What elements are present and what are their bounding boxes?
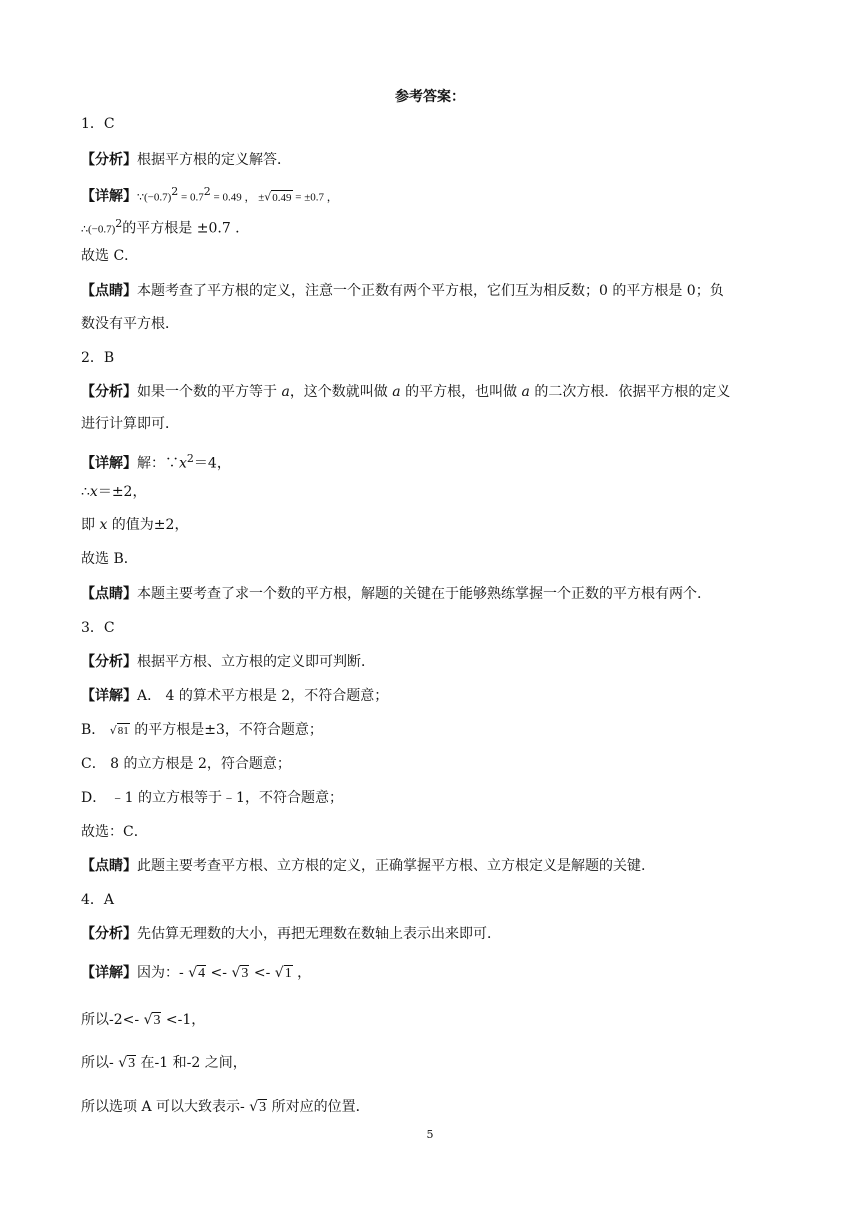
comment-tag: 【点睛】	[81, 586, 137, 602]
q2-detail	[81, 449, 231, 474]
analysis-tag: 【分析】	[81, 654, 137, 670]
q3-option-c: C． 8 的立方根是 2，符合题意；	[81, 756, 291, 772]
analysis-tag: 【分析】	[81, 384, 137, 400]
q1-answer: 1．C	[81, 116, 115, 132]
q3-option-b: B． √81 的平方根是±3，不符合题意；	[81, 722, 323, 738]
q2-line3-b: 的值为±2，	[107, 517, 189, 533]
analysis-tag: 【分析】	[81, 152, 137, 168]
q4-analysis-text: 先估算无理数的大小，再把无理数在数轴上表示出来即可．	[137, 926, 501, 942]
q3-conclusion: 故选：C．	[81, 824, 148, 840]
q4-detail-line4: 所以选项 A 可以大致表示- √3 所对应的位置．	[81, 1099, 370, 1115]
q4-line4-a: 所以选项 A 可以大致表示-	[81, 1099, 250, 1115]
q4-line3-b: 在-1 和-2 之间，	[136, 1055, 247, 1071]
q2-analysis-1b: ，这个数就叫做	[289, 384, 393, 400]
detail-tag: 【详解】	[81, 688, 137, 704]
q2-detail-line2	[81, 482, 146, 502]
q1-line2-b: 的平方根是 ±0.7 .	[122, 220, 240, 237]
q4-detail-c: <-	[249, 965, 275, 981]
q4-detail-b: <-	[206, 965, 232, 981]
q1-detail-b: = 0.7	[178, 191, 204, 204]
q1-detail-radicand: 0.49	[272, 191, 292, 204]
q4-line3-a: 所以-	[81, 1055, 119, 1071]
q2-line3-a: 即	[81, 517, 100, 533]
q4-line4-b: 所对应的位置．	[267, 1099, 370, 1115]
q1-comment-cont: 数没有平方根．	[81, 316, 179, 332]
q1-comment	[81, 281, 724, 301]
q3-opt-b-label: B．	[81, 722, 110, 738]
q1-detail-c: = 0.49 ， ±	[210, 191, 265, 204]
q1-detail: 【详解】$\because(-0.7)^2 = 0.7^2 = 0.49$ ， ±√0.49 = ±0.7 ，	[81, 185, 338, 205]
page-number: 5	[426, 1128, 434, 1141]
q4-detail-line2: 所以-2<- √3 <-1，	[81, 1012, 206, 1028]
q4-rad-3: 3	[259, 1100, 267, 1115]
q3-comment-text: 此题主要考查平方根、立方根的定义，正确掌握平方根、立方根定义是解题的关键.	[137, 858, 646, 874]
q2-exp: 2	[186, 452, 194, 465]
q4-line2-a: 所以-2<-	[81, 1012, 144, 1028]
q2-analysis-cont: 进行计算即可．	[81, 416, 179, 432]
q2-analysis-1c: 的平方根，也叫做	[400, 384, 522, 400]
page-title: 参考答案：	[395, 89, 465, 105]
var-a: a	[521, 384, 530, 400]
q4-analysis	[81, 924, 501, 944]
q1-detail-a-exp: 2	[171, 185, 179, 198]
q2-detail-line3	[81, 515, 188, 535]
q1-line2-exp: 2	[115, 217, 123, 230]
detail-tag: 【详解】	[81, 188, 137, 205]
detail-tag: 【详解】	[81, 455, 137, 472]
q3-option-a: A． 4 的算术平方根是 2，不符合题意；	[137, 688, 389, 704]
detail-tag: 【详解】	[81, 965, 137, 981]
q2-analysis-1a: 如果一个数的平方等于	[137, 384, 282, 400]
var-x: x	[89, 484, 98, 500]
var-a: a	[281, 384, 290, 400]
q3-detail	[81, 686, 388, 706]
q1-analysis-text: 根据平方根的定义解答．	[137, 152, 291, 168]
comment-tag: 【点睛】	[81, 283, 137, 299]
q3-opt-b-text: 的平方根是±3，不符合题意；	[129, 722, 323, 738]
q3-analysis	[81, 652, 375, 672]
q1-detail-d: = ±0.7 ，	[292, 191, 338, 204]
q3-comment	[81, 856, 645, 876]
q1-detail-line2	[81, 214, 240, 240]
q4-line2-b: <-1，	[161, 1012, 206, 1028]
q1-analysis	[81, 150, 291, 170]
analysis-tag: 【分析】	[81, 926, 137, 942]
q2-line2-b: ＝±2，	[97, 484, 147, 500]
q2-analysis-1d: 的二次方根．依据平方根的定义	[529, 384, 731, 400]
q1-conclusion: 故选 C．	[81, 248, 139, 264]
q2-comment-text: 本题主要考查了求一个数的平方根，解题的关键在于能够熟练掌握一个正数的平方根有两个.	[137, 586, 702, 602]
q4-rad-4: 4	[198, 966, 206, 981]
q1-detail-b-exp: 2	[203, 185, 211, 198]
q4-answer: 4．A	[81, 892, 115, 908]
q4-detail-a: 因为：-	[137, 965, 189, 981]
q4-rad-3: 3	[128, 1056, 136, 1071]
q2-comment	[81, 584, 701, 604]
q3-opt-b-radicand: 81	[117, 725, 129, 737]
q2-analysis	[81, 382, 730, 402]
q2-answer: 2．B	[81, 350, 115, 366]
q1-comment-text: 本题考查了平方根的定义，注意一个正数有两个平方根，它们互为相反数；0 的平方根是 0；负	[137, 283, 724, 299]
q2-detail-b: ＝4，	[193, 455, 231, 472]
comment-tag: 【点睛】	[81, 858, 137, 874]
q2-detail-a: 解：∵	[137, 455, 179, 472]
q4-detail: 【详解】因为：- √4 <- √3 <- √1 ，	[81, 965, 312, 981]
q4-rad-3: 3	[241, 966, 249, 981]
q4-detail-line3: 所以- √3 在-1 和-2 之间，	[81, 1055, 247, 1071]
q4-detail-d: ，	[292, 965, 312, 981]
var-x: x	[99, 517, 108, 533]
q3-analysis-text: 根据平方根、立方根的定义即可判断．	[137, 654, 375, 670]
q4-rad-3: 3	[153, 1013, 161, 1028]
q3-option-d: D． ﹣1 的立方根等于﹣1，不符合题意；	[81, 790, 343, 806]
q2-line2-a: ∴	[81, 484, 90, 500]
q4-rad-1: 1	[284, 966, 292, 981]
var-a: a	[392, 384, 401, 400]
var-x: x	[179, 455, 187, 472]
q3-answer: 3．C	[81, 620, 115, 636]
q2-conclusion: 故选 B．	[81, 551, 138, 567]
q1-line2-a: ∴(−0.7)	[81, 223, 116, 236]
q1-detail-a: ∵(−0.7)	[137, 191, 172, 204]
